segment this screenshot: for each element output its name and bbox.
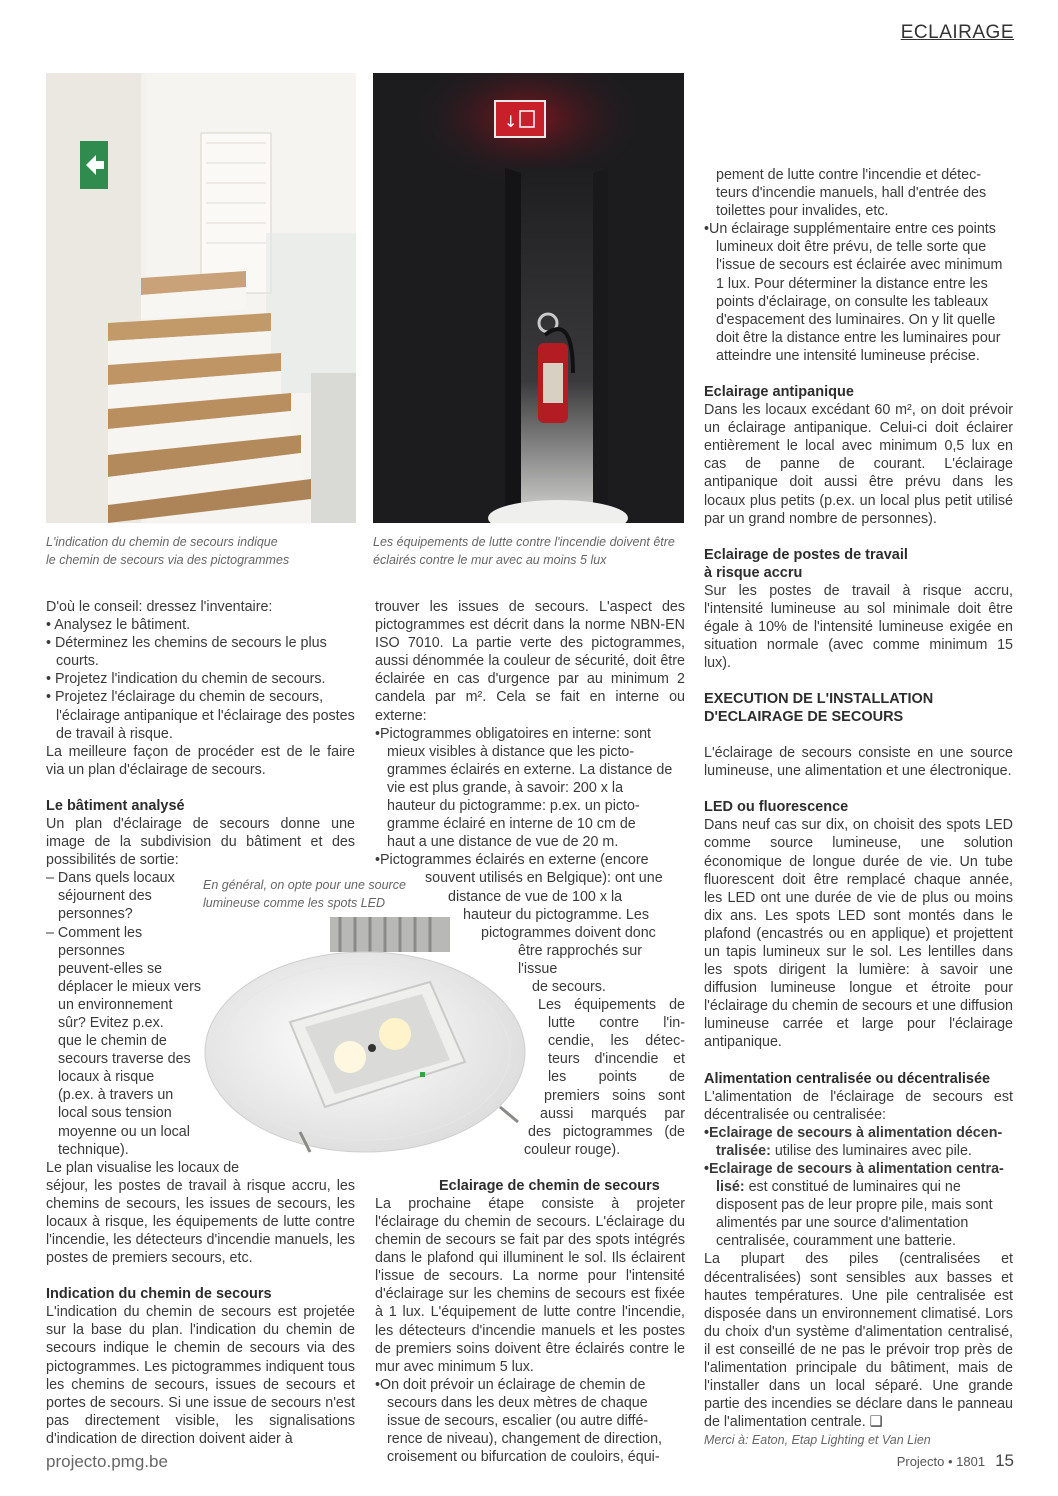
wrap-line: teurs d'incendie et [548, 1051, 685, 1068]
list-text: utilise des luminaires avec pile. [770, 1142, 972, 1159]
dash-line: personnes? [58, 906, 133, 923]
paragraph: Sur les postes de travail à risque accru, l'intensité lumineuse au sol minimale doit être égale à 10% de l'intensité lumineuse exigée en situation normale (avec comme minimum 15 lux). [704, 582, 1013, 672]
list-line: atteindre une intensité lumineuse précise. [716, 347, 980, 364]
list-item: • Analysez le bâtiment. [46, 617, 191, 634]
intro-text: D'où le conseil: dressez l'inventaire: [46, 599, 273, 615]
list-line: hauteur du pictogramme: p.ex. un picto- [387, 798, 640, 815]
list-line: centralisée, couramment une batterie. [716, 1233, 956, 1250]
list-line: gramme éclairé en interne de 10 cm de [387, 816, 636, 833]
caption-line: L'indication du chemin de secours indique [46, 535, 278, 549]
dash-line: moyenne ou un local [58, 1123, 190, 1140]
extinguisher-photo [373, 73, 684, 523]
list-line: •Pictogrammes éclairés en externe (encore [375, 852, 649, 869]
heading-line: EXECUTION DE L'INSTALLATION [704, 691, 934, 708]
list-item [704, 1160, 1013, 1250]
dash-line: secours traverse des [58, 1051, 191, 1068]
bold-term: lisé: [716, 1179, 745, 1196]
dash-line: technique). [58, 1141, 129, 1158]
list-item [375, 725, 685, 852]
dash-line: sûr? Evitez p.ex. [58, 1014, 164, 1031]
heading-chemin: Eclairage de chemin de secours [439, 1177, 660, 1194]
column-2 [375, 598, 685, 1466]
list-line: points d'éclairage, on consulte les tableaux [716, 293, 989, 310]
list-line: issue de secours, escalier (ou autre diffé- [387, 1413, 649, 1430]
list-line: d'espacement des luminaires. On y lit quelle [716, 311, 996, 328]
list-line: disposent pas de leur propre pile, mais sont [716, 1197, 993, 1214]
list-line: grammes éclairés en externe. La distance de [387, 761, 673, 778]
list-line: vie est plus grande, à savoir: 200 x la [387, 779, 624, 796]
heading-led: LED ou fluorescence [704, 799, 849, 816]
dash-line: un environnement [58, 996, 173, 1013]
paragraph: Dans les locaux excédant 60 m², on doit prévoir un éclairage antipanique. Celui-ci doit éclairer entièrement le local avec minimum 0,5 lux en cas de panne de courant. L'éclairage antipanique doit aussi être prévu dans les locaux plus petits (p.ex. un local plus petit utilisé par un grand nombre de personnes). [704, 402, 1013, 527]
wrap-line: couleur rouge). [524, 1141, 621, 1158]
caption-line: éclairés contre le mur avec au moins 5 lux [373, 553, 607, 567]
dash-line: (p.ex. à travers un [58, 1087, 174, 1104]
dash-line: personnes [58, 942, 125, 959]
paragraph: La plupart des piles (centralisées et décentralisées) sont sensibles aux basses et hautes températures. Une pile centralisée est disposée dans un environnement climatisé. Lors du choix d'un système d'alimentation centralisé, il est conseillé de ne pas le prévoir trop près de l'alimentation principale du bâtiment, mais de l'installer dans un local séparé. Une grande partie des incendies se déclare dans le panneau de l'alimentation centrale. ❑ [704, 1251, 1013, 1431]
dash-line: que le chemin de [58, 1033, 167, 1050]
paragraph: trouver les issues de secours. L'aspect des pictogrammes est décrit dans la norme NBN-EN ISO 7010. La partie verte des pictogrammes, aussi dénommée la couleur de sécurité, doit être éclairée en cas d'urgence par au minimum 2 candela par m². Cela se fait en interne ou externe: [375, 599, 685, 724]
list-line: hauteur du pictogramme. Les [463, 906, 649, 923]
dash-line: – Dans quels locaux [46, 870, 175, 887]
list-line: alimentés par une source d'alimentation [716, 1215, 969, 1232]
caption-line: En général, on opte pour une source [203, 878, 406, 892]
magazine-issue: Projecto • 1801 [896, 1454, 986, 1469]
list-item [704, 220, 1013, 365]
dash-line: séjournent des [58, 888, 152, 905]
equipment-paragraph [375, 996, 685, 1159]
caption-line: le chemin de secours via des pictogrammes [46, 553, 290, 567]
bold-term: tralisée: [716, 1142, 771, 1159]
list-line: haut a une distance de vue de 20 m. [387, 834, 619, 851]
column-3 [704, 166, 1013, 1449]
paragraph: Dans neuf cas sur dix, on choisit des spots LED comme source lumineuse, une solution économique de longue durée de vie. Un tube fluorescent doit être remplacé chaque année, les LED ont une durée de vie de plus ou moins dix ans. Les spots LED sont montés dans le plafond (encastrés ou en applique) et projettent un tapis lumineux sur le sol. Les lentilles dans les spots dirigent la lumière: à savoir une diffusion lumineuse longue et étroite pour l'éclairage du chemin de secours et une diffusion lumineuse carrée et large pour l'éclairage antipanique. [704, 817, 1013, 1051]
paragraph: Un plan d'éclairage de secours donne une image de la subdivision du bâtiment et des possibilités de sortie: [46, 815, 355, 869]
heading-execution [704, 690, 1013, 726]
list-line: secours dans les deux mètres de chaque [387, 1394, 648, 1411]
paragraph: L'indication du chemin de secours est projetée sur la base du plan. l'indication du chemin de secours indique le chemin de secours via des pictogrammes. Les pictogrammes indiquent tous les chemins de secours, issues de secours et portes de secours. Si une issue de secours n'est pas directement visible, les signalisations d'indication de direction doivent aider à [46, 1304, 355, 1447]
heading-alimentation: Alimentation centralisée ou décentralisée [704, 1070, 991, 1087]
dash-line: locaux à risque [58, 1069, 155, 1086]
extinguisher-caption [373, 533, 693, 569]
list-continuation [704, 166, 1013, 220]
heading-line: D'ECLAIRAGE DE SECOURS [704, 709, 904, 726]
dash-item [46, 924, 355, 1159]
wrap-line: premiers soins sont [544, 1087, 685, 1104]
list-line: de secours. [532, 978, 606, 995]
list-item: • Projetez l'indication du chemin de secours. [46, 671, 326, 688]
list-item [704, 1124, 1013, 1160]
page-footer [897, 1451, 1014, 1471]
dash-item [46, 869, 355, 923]
heading-line: Eclairage de postes de travail [704, 546, 908, 563]
list-line: mieux visibles à distance que les picto- [387, 743, 635, 760]
list-item: • Déterminez les chemins de secours le plus courts. [46, 635, 327, 670]
wrap-line: des pictogrammes (de [528, 1123, 685, 1140]
list-line: teurs d'incendie manuels, hall d'entrée des [716, 185, 987, 202]
list-text: est constitué de luminaires qui ne [744, 1179, 961, 1196]
list-line: rence de niveau), changement de direction, [387, 1431, 662, 1448]
dash-line: local sous tension [58, 1105, 172, 1122]
list-line: •On doit prévoir un éclairage de chemin de [375, 1376, 646, 1393]
paragraph: La prochaine étape consiste à projeter l'éclairage du chemin de secours. L'éclairage du chemin de secours se fait par des spots intégrés dans le plafond qui illuminent le sol. Ils éclairent l'issue de secours. La norme pour l'intensité d'éclairage sur les chemins de secours est fixée à 1 lux. L'équipement de lutte contre l'incendie, les détecteurs d'incendie manuels et les postes de premiers soins doivent être éclairés contre le mur avec minimum 5 lux. [375, 1195, 685, 1375]
wrap-line: lutte contre l'in- [548, 1015, 685, 1032]
list-item [375, 851, 685, 996]
list-line: doit être la distance entre les luminaires pour [716, 329, 1001, 346]
section-title: ECLAIRAGE [900, 22, 1014, 43]
list-line: l'issue de secours est éclairée avec minimum [716, 257, 1003, 274]
list-line: être rapprochés sur l'issue [518, 942, 642, 977]
bold-term: •Eclairage de secours à alimentation centra- [704, 1160, 1004, 1177]
caption-line: lumineuse comme les spots LED [203, 896, 386, 910]
list-line: pictogrammes doivent donc [481, 924, 656, 941]
paragraph: séjour, les postes de travail à risque accru, les chemins de secours, les issues de secours, les locaux à risque, les équipements de lutte contre l'incendie, les détecteurs d'incendie manuels, les postes de premiers secours, etc. [46, 1177, 355, 1267]
acknowledgement: Merci à: Eaton, Etap Lighting et Van Lien [704, 1433, 931, 1448]
bold-term: •Eclairage de secours à alimentation décen- [704, 1124, 1003, 1141]
list-item: • Projetez l'éclairage du chemin de secours, l'éclairage antipanique et l'éclairage des postes de travail à risque. [46, 689, 355, 742]
wrap-line: Les équipements de [538, 997, 685, 1014]
list-line: distance de vue de 100 x la [448, 888, 623, 905]
website-link[interactable]: projecto.pmg.be [46, 1452, 168, 1471]
list-line: souvent utilisés en Belgique): ont une [425, 870, 663, 887]
paragraph: Le plan visualise les locaux de [46, 1159, 240, 1176]
dash-line: peuvent-elles se [58, 960, 163, 977]
page-number: 15 [995, 1451, 1014, 1470]
list-line: •Pictogrammes obligatoires en interne: sont [375, 725, 651, 742]
list-line: lumineux doit être prévu, de telle sorte que [716, 239, 987, 256]
list-line: 1 lux. Pour déterminer la distance entre les [716, 275, 988, 292]
list-item [375, 1376, 685, 1466]
heading-line: à risque accru [704, 564, 803, 581]
heading-postes [704, 546, 1013, 582]
heading-antipanique: Eclairage antipanique [704, 384, 854, 401]
staircase-caption [46, 533, 356, 569]
wrap-line: aussi marqués par [540, 1105, 685, 1122]
wrap-line: les points de [548, 1069, 685, 1086]
heading-batiment: Le bâtiment analysé [46, 797, 185, 814]
caption-line: Les équipements de lutte contre l'incendie doivent être [373, 535, 675, 549]
staircase-photo [46, 73, 356, 523]
dash-line: – Comment les [46, 924, 143, 941]
svg-text:↓: ↓ [504, 112, 518, 131]
list-line: •Un éclairage supplémentaire entre ces points [704, 221, 996, 238]
list-line: pement de lutte contre l'incendie et détec- [716, 167, 982, 183]
heading-indication: Indication du chemin de secours [46, 1286, 272, 1303]
paragraph: La meilleure façon de procéder est de le faire via un plan d'éclairage de secours. [46, 743, 355, 778]
list-line: croisement ou bifurcation de couloirs, équi- [387, 1449, 660, 1466]
paragraph: L'alimentation de l'éclairage de secours est décentralisée ou centralisée: [704, 1088, 1013, 1123]
dash-line: déplacer le mieux vers [58, 978, 202, 995]
column-1 [46, 598, 355, 1448]
paragraph: L'éclairage de secours consiste en une source lumineuse, une alimentation et une électronique. [704, 745, 1013, 780]
list-line: toilettes pour invalides, etc. [716, 203, 889, 220]
wrap-line: cendie, les détec- [548, 1033, 685, 1050]
